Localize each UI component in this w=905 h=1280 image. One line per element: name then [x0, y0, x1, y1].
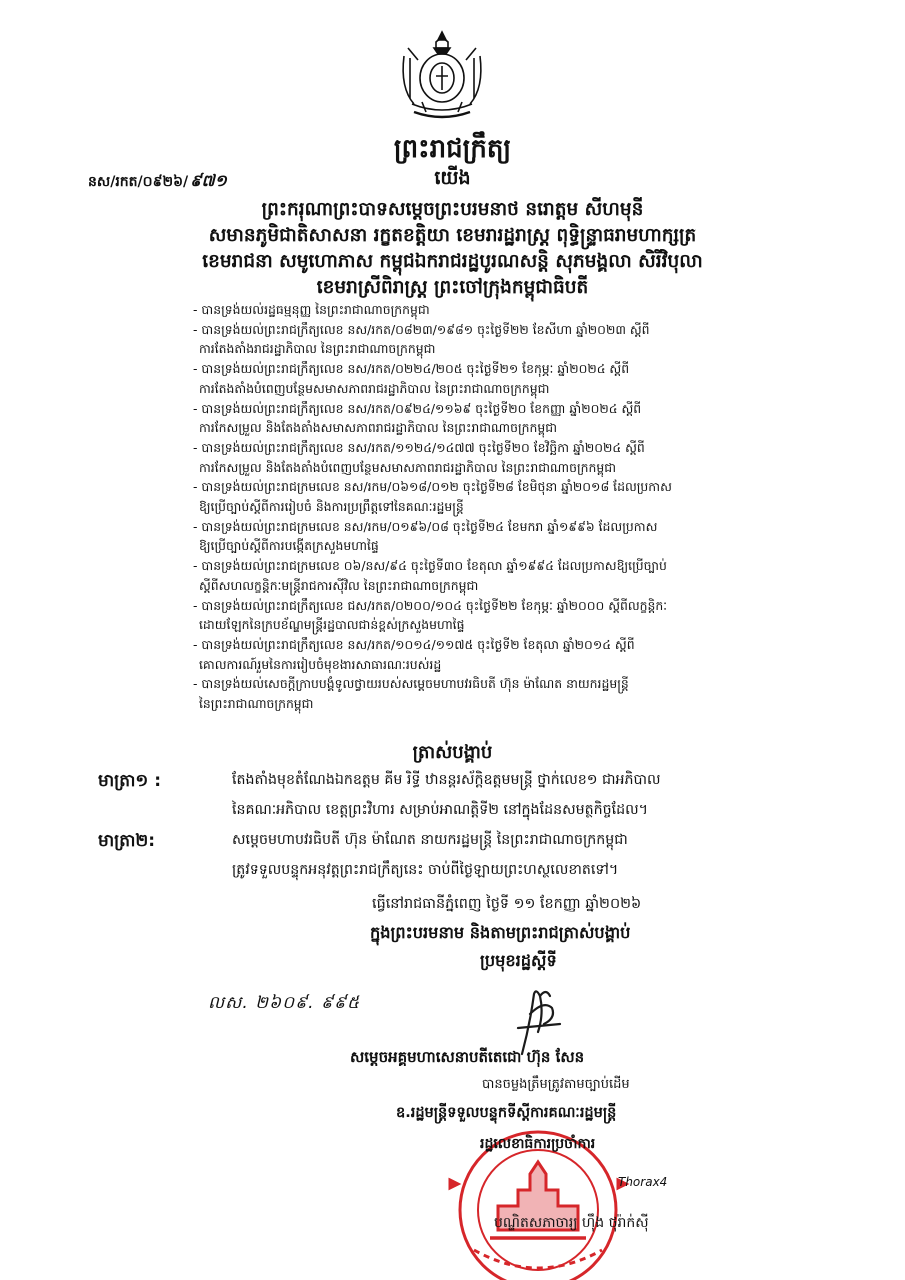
article-2-label: មាត្រា២: [98, 831, 156, 851]
reference-item: - បានទ្រង់យល់រដ្ឋធម្មនុញ្ញ នៃព្រះរាជាណាចក្រកម្ពុជា [193, 302, 430, 317]
handwritten-annotation: លស. ២៦០៩. ៩៩៥ [208, 993, 361, 1013]
minister-title: ឧ.រដ្ឋមន្ត្រីទទួលបន្ទុកទីស្តីការគណៈរដ្ឋមន្ត្រី [396, 1105, 617, 1121]
document-title: ព្រះរាជក្រឹត្យ [393, 134, 512, 164]
reference-item: ឱ្យប្រើច្បាប់ស្តីពីការបង្កើតក្រសួងមហាផ្ទៃ [199, 538, 379, 554]
certified-copy-note: បានចម្លងត្រឹមត្រូវតាមច្បាប់ដើម [482, 1077, 630, 1092]
king-title-line: ខេមរាជនា សមូហោភាស កម្ពុជឯករាជរដ្ឋបូរណសន្តិ សុភមង្គលា សិរីវិបុលា [202, 251, 703, 272]
reference-item: - បានទ្រង់យល់ព្រះរាជក្រឹត្យលេខ នស/រកត/០៨២៣/១៩៨១ ចុះថ្ងៃទី២២ ខែសីហា ឆ្នាំ២០២៣ ស្តីពី [193, 321, 650, 337]
king-title-line: ខេមរាស្រីពិរាស្ត្រ ព្រះចៅក្រុងកម្ពុជាធិបតី [316, 277, 589, 298]
reference-item: - បានទ្រង់យល់ព្រះរាជក្រឹត្យលេខ នស/រកត/១១២៤/១៤៧៧ ចុះថ្ងៃទី២០ ខែវិច្ឆិកា ឆ្នាំ២០២៤ ស្តីពី [193, 439, 645, 455]
king-title-line: សមានភូមិជាតិសាសនា រក្ខតខត្តិយា ខេមរារដ្ឋរាស្ត្រ ពុទ្ធិន្ទ្រាធរាមហាក្សត្រ [208, 225, 697, 246]
signing-authority-title: ប្រមុខរដ្ឋស្តីទី [480, 951, 557, 970]
signing-place-date: ធ្វើនៅរាជធានីភ្នំពេញ ថ្ងៃទី ១១ ខែកញ្ញា ឆ្នាំ២០២៦ [372, 896, 642, 912]
handwritten-initials: Thorax4 [618, 1175, 668, 1189]
reference-item: - បានទ្រង់យល់សេចក្តីក្រាបបង្គំទូលថ្វាយរបស់សម្តេចមហាបវរធិបតី ហ៊ុន ម៉ាណែត នាយករដ្ឋមន្ត្រី [193, 676, 629, 692]
secretariat-title: រដ្ឋលេខាធិការប្រចាំការ [480, 1136, 596, 1152]
reference-item: - បានទ្រង់យល់ព្រះរាជក្រមលេខ នស/រកម/០១៩៦/០៨ ចុះថ្ងៃទី២៤ ខែមករា ឆ្នាំ១៩៩៦ ដែលប្រកាស [193, 518, 658, 534]
article-1-line: នៃគណៈអភិបាល ខេត្តព្រះវិហារ សម្រាប់អាណត្តិទី២ នៅក្នុងដែនសមត្ថកិច្ចដែល។ [232, 802, 648, 818]
reference-item: ការកែសម្រួល និងតែងតាំងសមាសភាពរាជរដ្ឋាភិបាល នៃព្រះរាជាណាចក្រកម្ពុជា [199, 420, 558, 436]
reference-item: ស្តីពីសហលក្ខន្តិកៈមន្ត្រីរាជការស៊ីវិល នៃព្រះរាជាណាចក្រកម្ពុជា [199, 577, 479, 593]
handwritten-signature-icon [500, 984, 580, 1058]
reference-item: នៃព្រះរាជាណាចក្រកម្ពុជា [199, 696, 314, 712]
reference-item: គោលការណ៍រួមនៃការរៀបចំមុខងារសាធារណៈរបស់រដ្ឋ [199, 656, 442, 672]
certifying-official-name: បណ្ឌិតសភាចារ្យ ហ៊ឹង ថុរ៉ាក់ស៊ី [494, 1215, 649, 1231]
reference-number-handwritten: ៩៧១ [190, 171, 227, 190]
countersigner-name: សម្តេចអគ្គមហាសេនាបតីតេជោ ហ៊ុន សែន [350, 1048, 585, 1066]
article-1-line: តែងតាំងមុខតំណែងឯកឧត្តម គីម រិទ្ធី ឋានន្តរស័ក្តិឧត្តមមន្ត្រី ថ្នាក់លេខ១ ជាអភិបាល [232, 772, 661, 788]
reference-item: ការកែសម្រួល និងតែងតាំងបំពេញបន្ថែមសមាសភាពរាជរដ្ឋាភិបាល នៃព្រះរាជាណាចក្រកម្ពុជា [199, 459, 617, 475]
reference-item: - បានទ្រង់យល់ព្រះរាជក្រមលេខ ០៦/នស/៩៤ ចុះថ្ងៃទី៣០ ខែតុលា ឆ្នាំ១៩៩៤ ដែលប្រកាសឱ្យប្រើច្បាប់ [193, 558, 667, 574]
legal-references-list [193, 300, 733, 714]
reference-item: ដោយឡែកនៃក្របខ័ណ្ឌមន្ត្រីរដ្ឋបាលជាន់ខ្ពស់ក្រសួងមហាផ្ទៃ [199, 617, 465, 633]
reference-item: - បានទ្រង់យល់ព្រះរាជក្រមលេខ នស/រកម/០៦១៨/០១២ ចុះថ្ងៃទី២៨ ខែមិថុនា ឆ្នាំ២០១៨ ដែលប្រកាស [193, 479, 672, 495]
article-1-label: មាត្រា១ : [98, 771, 162, 791]
reference-item: - បានទ្រង់យល់ព្រះរាជក្រឹត្យលេខ នស/រកត/១០១៤/១១៧៥ ចុះថ្ងៃទី២ ខែតុលា ឆ្នាំ២០១៤ ស្តីពី [193, 636, 635, 652]
article-2-line: ត្រូវទទួលបន្ទុកអនុវត្តព្រះរាជក្រឹត្យនេះ ចាប់ពីថ្ងៃឡាយព្រះហស្ថលេខាតទៅ។ [232, 862, 619, 878]
signing-authority-line: ក្នុងព្រះបរមនាម និងតាមព្រះរាជត្រាស់បង្គាប់ [370, 923, 631, 942]
reference-item: ឱ្យប្រើច្បាប់ស្តីពីការរៀបចំ និងការប្រព្រឹត្តទៅនៃគណៈរដ្ឋមន្ត្រី [199, 499, 464, 515]
royal-coat-of-arms-icon [396, 28, 488, 128]
reference-item: ការតែងតាំងរាជរដ្ឋាភិបាល នៃព្រះរាជាណាចក្រកម្ពុជា [199, 341, 436, 357]
reference-item: - បានទ្រង់យល់ព្រះរាជក្រឹត្យលេខ នស/រកត/០៩២៤/១១៦៩ ចុះថ្ងៃទី២០ ខែកញ្ញា ឆ្នាំ២០២៤ ស្តីពី [193, 400, 642, 416]
king-title-line: ព្រះករុណាព្រះបាទសម្តេចព្រះបរមនាថ នរោត្តម សីហមុនី [261, 199, 644, 220]
reference-item: - បានទ្រង់យល់ព្រះរាជក្រឹត្យលេខ នស/រកត/០២២៤/២០៥ ចុះថ្ងៃទី២១ ខែកុម្ភៈ ឆ្នាំ២០២៤ ស្តីពី [193, 361, 630, 377]
reference-item: ការតែងតាំងបំពេញបន្ថែមសមាសភាពរាជរដ្ឋាភិបាល នៃព្រះរាជាណាចក្រកម្ពុជា [199, 380, 550, 396]
reference-number-prefix: នស/រកត/០៩២៦/ [88, 174, 189, 190]
reference-item: - បានទ្រង់យល់ព្រះរាជក្រឹត្យលេខ ជស/រកត/០២០០/១០៤ ចុះថ្ងៃទី២២ ខែកុម្ភៈ ឆ្នាំ២០០០ ស្តីពីលក្ខន្តិកៈ [193, 597, 668, 613]
we-heading: យើង [434, 167, 471, 189]
decree-heading: ត្រាស់បង្គាប់ [412, 742, 493, 763]
article-2-line: សម្តេចមហាបវរធិបតី ហ៊ុន ម៉ាណែត នាយករដ្ឋមន្ត្រី នៃព្រះរាជាណាចក្រកម្ពុជា [232, 832, 628, 848]
